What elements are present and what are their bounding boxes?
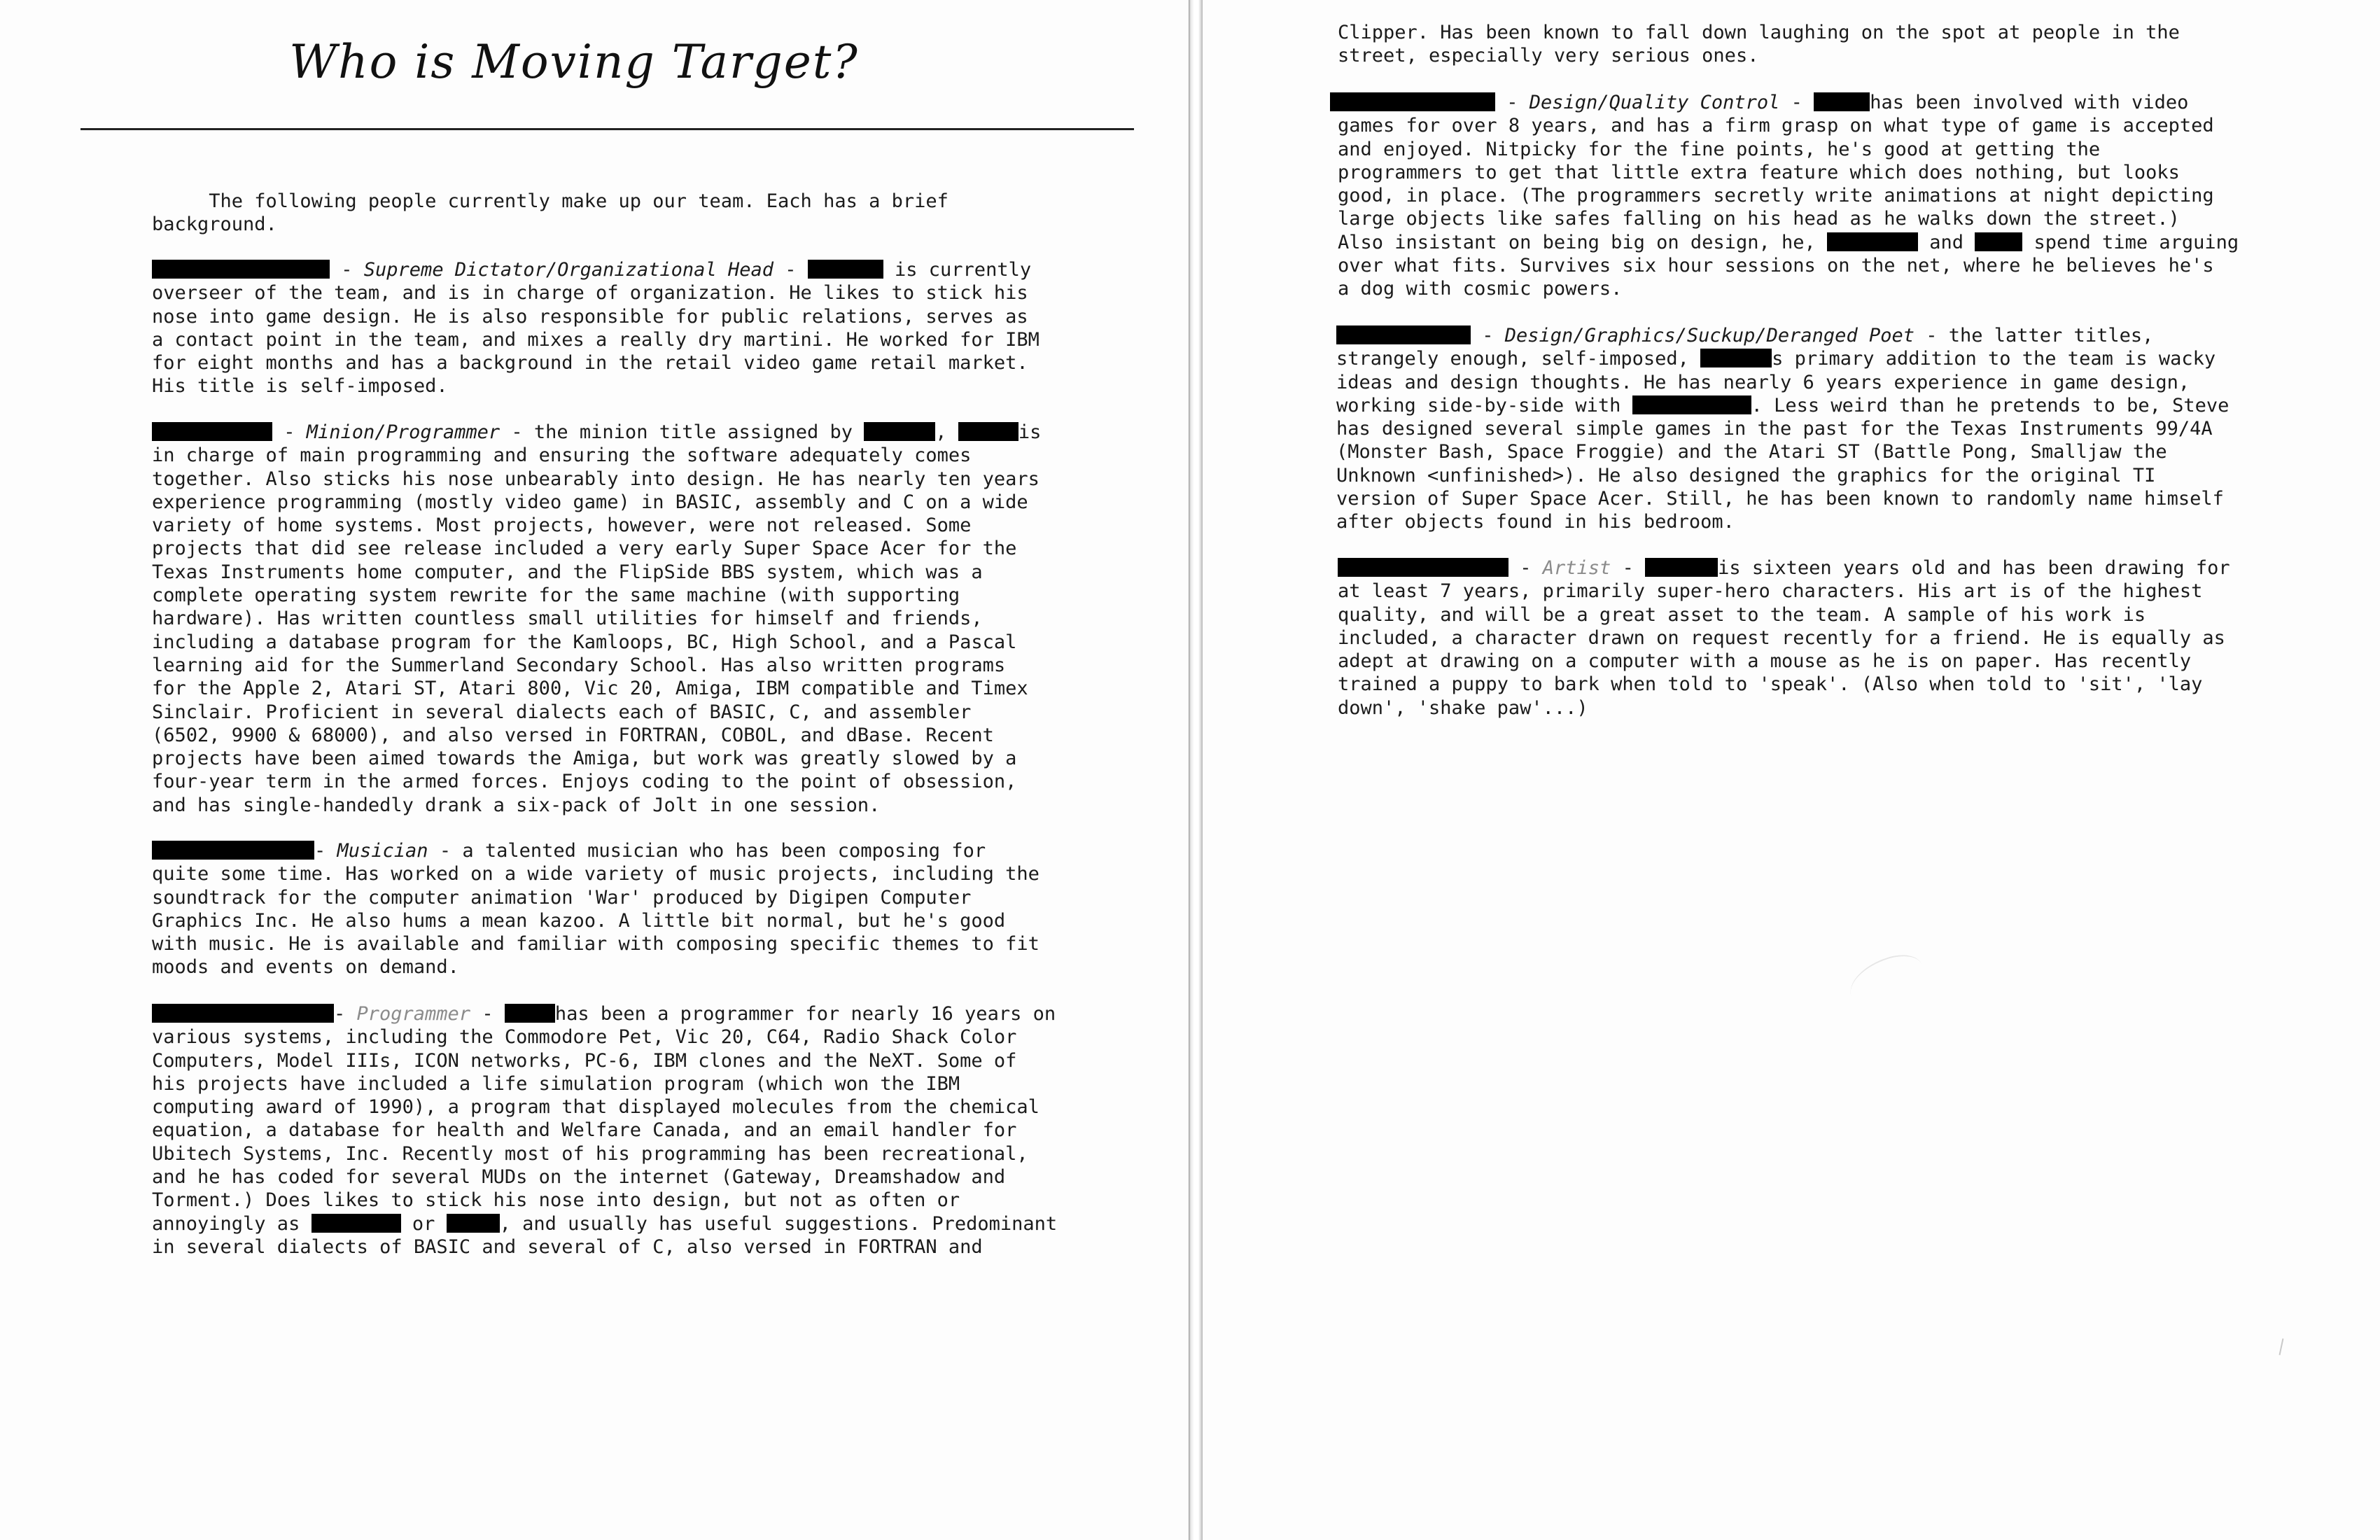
- role-title: Design/Graphics/Suckup/Deranged Poet: [1504, 325, 1914, 346]
- redacted-name: [1700, 349, 1772, 368]
- redacted-name: [1814, 92, 1870, 111]
- heading-comma: ,: [935, 421, 958, 443]
- heading-tail: - the latter titles,: [1914, 325, 2154, 346]
- role-title: Musician: [337, 840, 428, 862]
- heading-tail: has been a programmer for nearly 16 years on: [554, 1003, 1056, 1025]
- annoy-head: annoyingly as: [152, 1212, 312, 1235]
- heading-tail: is: [1018, 421, 1042, 443]
- dash: -: [785, 259, 808, 281]
- redacted-name: [152, 260, 330, 279]
- intro-paragraph: The following people currently make up our team. Each has a brief background.: [152, 190, 948, 236]
- redacted-name: [505, 1004, 555, 1023]
- redacted-name: [312, 1214, 401, 1233]
- entry-heading: [1330, 91, 2239, 114]
- redacted-name: [447, 1214, 500, 1233]
- entry-body: has designed several simple games in the past for the Texas Instruments 99/4A (Monster Bash, Space Froggie) and the Atari ST (Battle Pong, Smalljaw the Unknown <unfinished>). He also designed the graphics for the original TI version of Super Space Acer. Still, he has been known to randomly name himself after objects found in his bedroom.: [1336, 418, 2224, 533]
- redacted-name: [1632, 396, 1751, 414]
- entry-body-line: [1338, 231, 2239, 254]
- redacted-name: [152, 422, 272, 441]
- redacted-name: [1338, 558, 1508, 577]
- entry-minion-programmer: [152, 421, 1041, 817]
- line4-head: working side-by-side with: [1336, 394, 1632, 416]
- redacted-name: [958, 422, 1018, 441]
- dash: -: [1482, 325, 1505, 346]
- heading-tail: is sixteen years old and has been drawing for: [1718, 557, 2230, 579]
- binding-gutter: [1189, 0, 1203, 1540]
- entry-design-quality-control: [1330, 91, 2239, 301]
- entry-heading: [152, 258, 1040, 281]
- dash: -: [334, 1003, 357, 1025]
- heading-tail: has been involved with video: [1870, 92, 2189, 113]
- dash: -: [1791, 92, 1814, 113]
- entry-body: quite some time. Has worked on a wide variety of music projects, including the soundtrack for the computer animation 'War' produced by Digipen Computer Graphics Inc. He also hums a mean kazoo. A little bit normal, but he's good with music. He is available and familiar with composing specific themes to fit moods and events on demand.: [152, 863, 1040, 979]
- dash: -: [314, 840, 337, 862]
- dash: -: [1520, 557, 1543, 579]
- redacted-name: [152, 1004, 334, 1023]
- entry-body: in several dialects of BASIC and several of C, also versed in FORTRAN and: [152, 1236, 983, 1258]
- entry-body: overseer of the team, and is in charge of organization. He likes to stick his nose into game design. He is also responsible for public relations, serves as a contact point in the team, and mixes a really dry martini. He worked for IBM for eight months and has a background in the retail video game retail market. His title is self-imposed.: [152, 282, 1040, 398]
- role-title: Programmer: [356, 1003, 471, 1025]
- line2-head: strangely enough, self-imposed,: [1336, 348, 1701, 370]
- entry-artist: [1338, 556, 2230, 720]
- entry-body: games for over 8 years, and has a firm grasp on what type of game is accepted and enjoyed. Nitpicky for the fine points, he's good at getting the programmers to get that little extra feature which does nothing, but looks good, in place. (The programmers secretly write animations at night depicting large objects like safes falling on his head as he walks down the street.): [1338, 115, 2214, 230]
- entry-heading: [152, 839, 1040, 862]
- entry-body-line: [1336, 347, 2229, 370]
- dash: -: [482, 1003, 505, 1025]
- heading-tail: is currently: [883, 259, 1032, 281]
- entry-heading: [1336, 324, 2229, 347]
- redacted-name: [1827, 232, 1918, 251]
- design-and: and: [1917, 231, 1975, 253]
- heading-mid: - the minion title assigned by: [500, 421, 864, 443]
- redacted-name: [1336, 326, 1471, 344]
- left-page: [0, 0, 1189, 1540]
- redacted-name: [1330, 92, 1495, 111]
- design-tail: spend time arguing: [2022, 231, 2239, 253]
- entry-musician: [152, 839, 1040, 979]
- redacted-name: [152, 841, 314, 860]
- entry-design-graphics: [1336, 324, 2229, 534]
- entry-heading: [152, 421, 1041, 444]
- redacted-name: [1645, 558, 1718, 577]
- page-title: Who is Moving Target?: [289, 35, 859, 89]
- dash: -: [1506, 92, 1530, 113]
- heading-tail: - a talented musician who has been composing for: [428, 840, 986, 862]
- dash: -: [1622, 557, 1646, 579]
- annoy-tail: , and usually has useful suggestions. Predominant: [499, 1212, 1058, 1235]
- annoy-or: or: [400, 1212, 447, 1235]
- line4-tail: . Less weird than he pretends to be, Steve: [1751, 394, 2230, 416]
- entry-body-line: [1336, 394, 2229, 417]
- design-head: Also insistant on being big on design, he,: [1338, 231, 1827, 253]
- role-title: Design/Quality Control: [1529, 92, 1780, 113]
- entry-body: over what fits. Survives six hour sessions on the net, where he believes he's a dog with cosmic powers.: [1338, 255, 2214, 300]
- entry-heading: [152, 1002, 1057, 1026]
- role-title: Artist: [1542, 557, 1611, 579]
- redacted-name: [808, 260, 883, 279]
- dash: -: [341, 259, 364, 281]
- line2-tail: s primary addition to the team is wacky: [1772, 348, 2216, 370]
- entry-heading: [1338, 556, 2230, 580]
- redacted-name: [864, 422, 935, 441]
- entry-supreme-dictator: [152, 258, 1040, 398]
- role-title: Supreme Dictator/Organizational Head: [363, 259, 774, 281]
- continuation-paragraph: Clipper. Has been known to fall down laughing on the spot at people in the street, especially very serious ones.: [1338, 22, 2180, 67]
- entry-programmer: [152, 1002, 1057, 1259]
- entry-body-line: [152, 1212, 1057, 1236]
- title-rule: [80, 128, 1134, 130]
- role-title: Minion/Programmer: [306, 421, 500, 443]
- entry-body: in charge of main programming and ensuring the software adequately comes together. Also sticks his nose unbearably into design. He has nearly ten years experience programming (mostly video game) in BASIC, assembly and C on a wide variety of home systems. Most projects, however, were not released. Some projects that did see release included a very early Super Space Acer for the Texas Instruments home computer, and the FlipSide BBS system, which was a complete operating system rewrite for the same machine (with supporting hardware). Has written countless small utilities for himself and friends, including a database program for the Kamloops, BC, High School, and a Pascal learning aid for the Summerland Secondary School. Has also written programs for the Apple 2, Atari ST, Atari 800, Vic 20, Amiga, IBM compatible and Timex Sinclair. Proficient in several dialects each of BASIC, C, and assembler (6502, 9900 & 68000), and also versed in FORTRAN, COBOL, and dBase. Recent projects have been aimed towards the Amiga, but work was greatly slowed by a four-year term in the armed forces. Enjoys coding to the point of obsession, and has single-handedly drank a six-pack of Jolt in one session.: [152, 444, 1040, 816]
- entry-body-line: ideas and design thoughts. He has nearly 6 years experience in game design,: [1336, 371, 2190, 393]
- dash: -: [284, 421, 307, 443]
- entry-body: at least 7 years, primarily super-hero characters. His art is of the highest quality, and will be a great asset to the team. A sample of his work is included, a character drawn on request recently for a friend. He is equally as adept at drawing on a computer with a mouse as he is on paper. Has recently trained a puppy to bark when told to 'speak'. (Also when told to 'sit', 'lay down', 'shake paw'...): [1338, 580, 2225, 719]
- redacted-name: [1975, 232, 2022, 251]
- entry-body: various systems, including the Commodore Pet, Vic 20, C64, Radio Shack Color Computers, Model IIIs, ICON networks, PC-6, IBM clones and the NeXT. Some of his projects have included a life simulation program (which won the IBM computing award of 1990), a program that displayed molecules from the chemical equation, a database for health and Welfare Canada, and an email handler for Ubitech Systems, Inc. Recently most of his programming has been recreational, and he has coded for several MUDs on the internet (Gateway, Dreamshadow and Torment.) Does likes to stick his nose into design, but not as often or: [152, 1026, 1040, 1212]
